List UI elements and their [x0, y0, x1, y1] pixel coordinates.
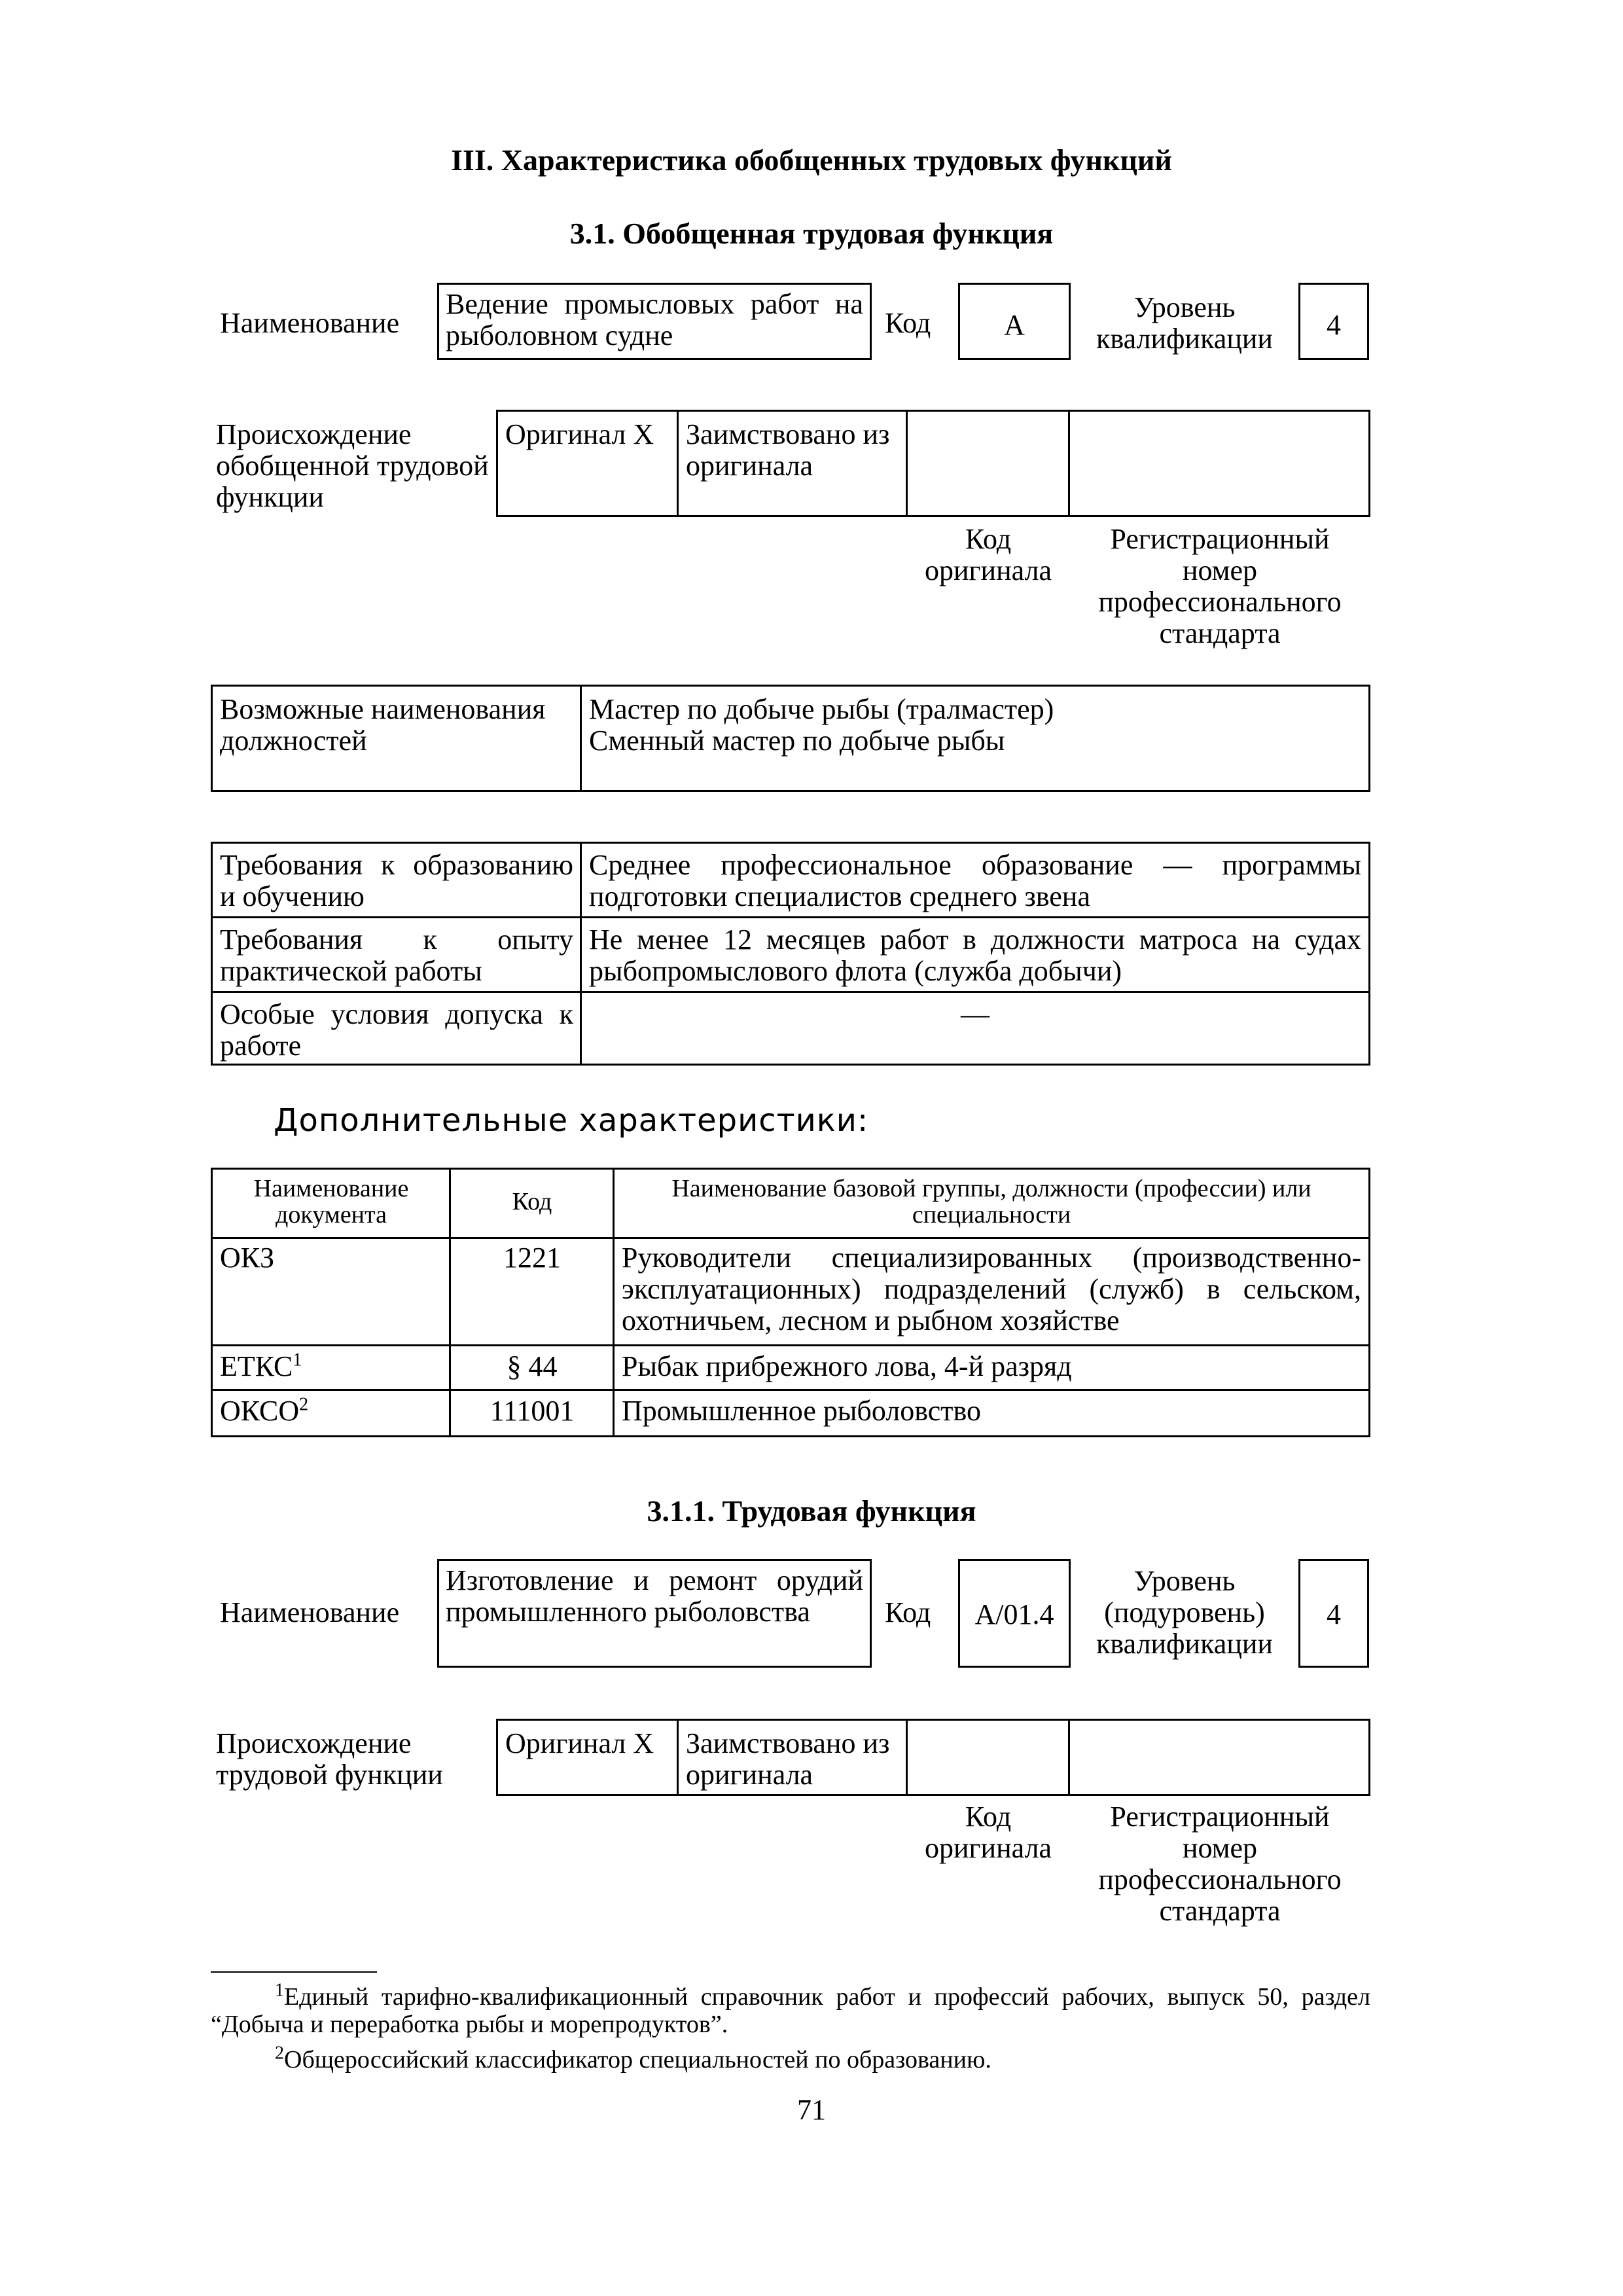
gf-origin-borrowed: Заимствовано из оригинала — [686, 418, 890, 482]
tf-name-box — [437, 1559, 872, 1668]
gf-origin-code-caption: Код оригинала — [924, 523, 1052, 586]
footnote-1: $^1$Единый тарифно-квалификационный справочник работ и профессий рабочих, выпуск 50, раздел “Добыча и переработка рыбы и морепродуктов”. — [211, 1980, 1370, 2038]
gf-name-box — [437, 283, 872, 360]
tf-origin-code-caption: Код оригинала — [924, 1801, 1052, 1864]
extra-row-2-code: § 44 — [507, 1350, 558, 1382]
labour-function-title: 3.1.1. Трудовая функция — [647, 1494, 976, 1528]
gf-level-value: 4 — [1327, 309, 1341, 341]
req-education-value: Среднее профессиональное образование — программы подготовки специалистов среднего звена — [589, 849, 1361, 912]
req-admission-value: — — [961, 998, 990, 1030]
req-experience-label: Требования к опыту практической работы — [220, 924, 573, 987]
req-admission-label: Особые условия допуска к работе — [220, 998, 573, 1062]
extra-row-3-doc: ОКСО$^2$ — [220, 1394, 309, 1427]
req-experience-value: Не менее 12 месяцев работ в должности матроса на судах рыбопромыслового флота (служба добычи) — [589, 924, 1361, 987]
gf-origin-label: Происхождение обобщенной трудовой функции — [216, 418, 489, 513]
tf-level-value: 4 — [1327, 1598, 1341, 1630]
tf-origin-borrowed: Заимствовано из оригинала — [686, 1727, 890, 1791]
tf-origin-original: Оригинал X — [505, 1727, 654, 1759]
tf-name-label: Наименование — [220, 1596, 400, 1628]
position-1: Мастер по добыче рыбы (тралмастер) — [589, 693, 1054, 725]
req-education-label: Требования к образованию и обучению — [220, 849, 573, 912]
extra-header-code: Код — [512, 1188, 552, 1215]
gf-code-label: Код — [885, 307, 931, 339]
position-2: Сменный мастер по добыче рыбы — [589, 725, 1005, 757]
extra-row-2-doc: ЕТКС$^1$ — [220, 1350, 302, 1382]
extra-header-doc: Наименование документа — [253, 1175, 409, 1229]
positions-label: Возможные наименования должностей — [220, 693, 546, 757]
generalized-function-title: 3.1. Обобщенная трудовая функция — [569, 217, 1054, 250]
tf-name-value: Изготовление и ремонт орудий промышленного рыболовства — [446, 1564, 863, 1628]
gf-origin-original: Оригинал X — [505, 418, 654, 450]
extra-row-3-code: 111001 — [490, 1395, 575, 1427]
page-number: 71 — [797, 2094, 826, 2126]
tf-code-value: A/01.4 — [974, 1598, 1054, 1630]
extra-row-1-code: 1221 — [503, 1242, 561, 1274]
gf-code-box — [958, 283, 1071, 360]
section-title: III. Характеристика обобщенных трудовых функций — [451, 143, 1172, 177]
extra-row-1-name: Руководители специализированных (производственно-эксплуатационных) подразделений (служб) в сельском, охотничьем, лесном и рыбном хозяйстве — [622, 1242, 1361, 1336]
extra-row-1-doc: ОКЗ — [220, 1242, 275, 1274]
gf-name-label: Наименование — [220, 307, 400, 339]
extra-header-name: Наименование базовой группы, должности (профессии) или специальности — [671, 1175, 1311, 1229]
footnote-separator — [211, 1971, 377, 1973]
gf-name-value: Ведение промысловых работ на рыболовном судне — [446, 288, 863, 351]
extra-title: Дополнительные характеристики: — [274, 1102, 869, 1139]
tf-origin-label: Происхождение трудовой функции — [216, 1727, 443, 1791]
extra-row-2-name: Рыбак прибрежного лова, 4-й разряд — [622, 1350, 1072, 1382]
tf-level-label: Уровень (подуровень) квалификации — [1096, 1565, 1273, 1660]
extra-row-3-name: Промышленное рыболовство — [622, 1395, 981, 1427]
tf-level-box — [1298, 1559, 1369, 1668]
tf-code-box — [958, 1559, 1071, 1668]
gf-level-label: Уровень квалификации — [1096, 291, 1273, 355]
gf-code-value: A — [1004, 309, 1025, 341]
tf-code-label: Код — [885, 1596, 931, 1628]
gf-level-box — [1298, 283, 1369, 360]
tf-origin-reg-caption: Регистрационный номер профессионального стандарта — [1098, 1801, 1342, 1927]
gf-origin-reg-caption: Регистрационный номер профессионального стандарта — [1098, 523, 1342, 649]
footnote-2: $^2$Общероссийский классификатор специальностей по образованию. — [275, 2043, 991, 2073]
